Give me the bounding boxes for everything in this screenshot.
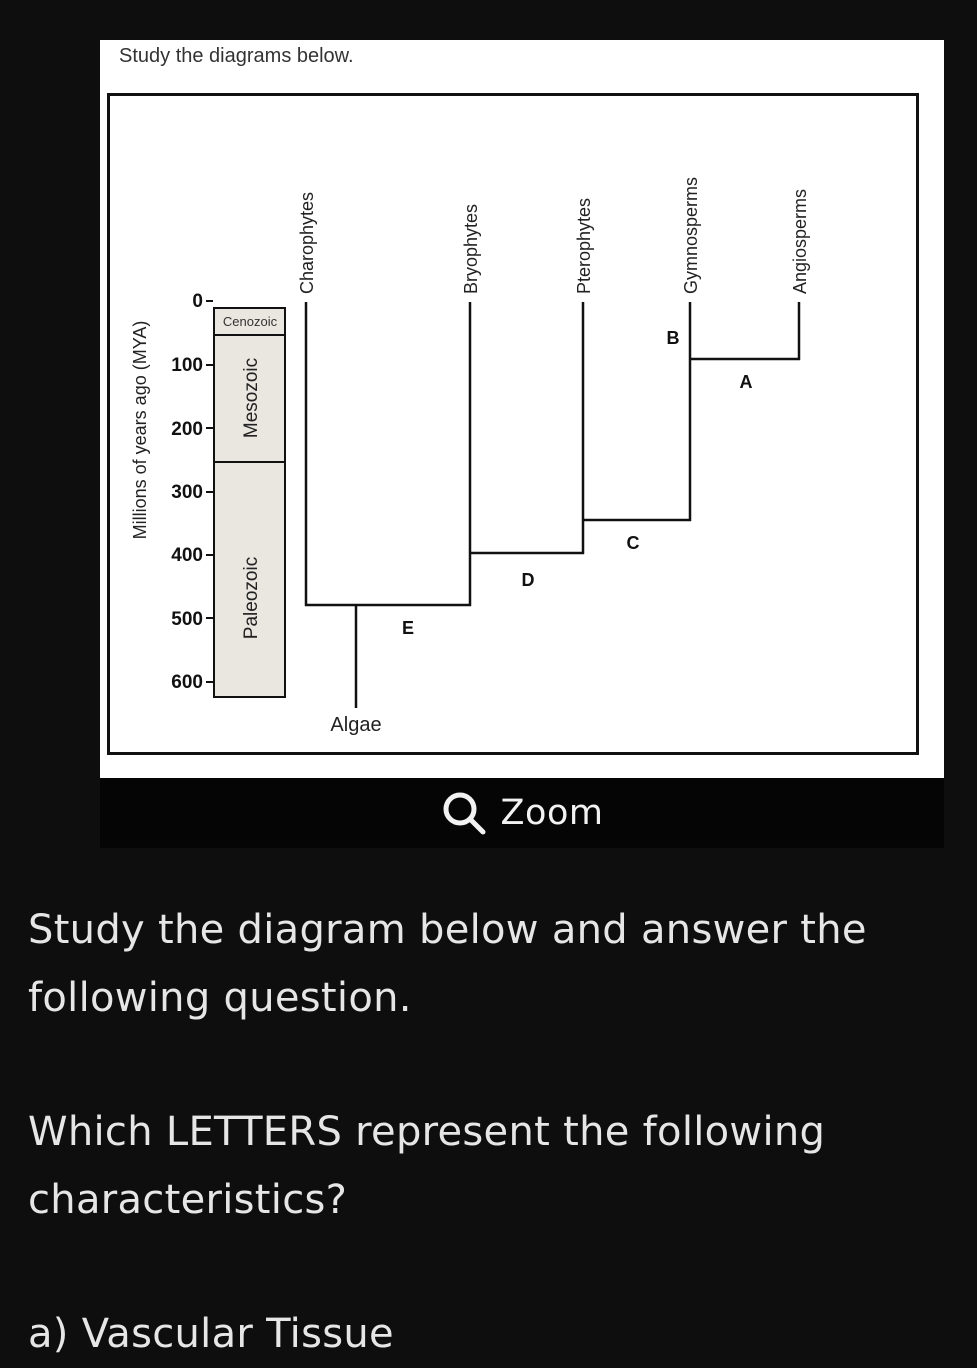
diagram-image xyxy=(100,40,944,778)
era-label-mesozoic: Mesozoic xyxy=(241,357,262,439)
era-label-cenozoic: Cenozoic xyxy=(222,314,278,329)
node-label-b: B xyxy=(666,328,680,348)
era-label-paleozoic: Paleozoic xyxy=(241,556,262,640)
node-letters xyxy=(402,328,753,638)
tick-label: 500 xyxy=(171,609,203,630)
y-axis-ticks xyxy=(171,291,203,693)
tick-label: 300 xyxy=(171,482,203,503)
taxon-charophytes: Charophytes xyxy=(297,191,317,294)
node-label-a: A xyxy=(739,372,753,392)
zoom-label: Zoom xyxy=(500,793,604,833)
root-label-algae: Algae xyxy=(330,714,382,736)
zoom-button[interactable] xyxy=(100,778,944,848)
y-axis-label: Millions of years ago (MYA) xyxy=(130,320,150,540)
node-label-e: E xyxy=(401,618,415,638)
question-prompt: Which LETTERS represent the following characteristics? xyxy=(28,1109,826,1223)
tick-label: 600 xyxy=(171,672,203,693)
question-intro: Study the diagram below and answer the following question. xyxy=(28,907,867,1021)
taxon-gymnosperms: Gymnosperms xyxy=(681,176,701,294)
question-part-a: a) Vascular Tissue xyxy=(28,1311,394,1357)
phylogenetic-tree-diagram xyxy=(100,40,944,778)
tick-label: 0 xyxy=(192,291,203,312)
taxa-labels xyxy=(297,177,810,294)
tick-label: 400 xyxy=(171,545,203,566)
taxon-bryophytes: Bryophytes xyxy=(461,203,481,294)
node-label-c: C xyxy=(626,533,640,553)
tick-label: 200 xyxy=(171,419,203,440)
taxon-pterophytes: Pterophytes xyxy=(574,197,594,294)
tree-branches xyxy=(305,302,800,708)
tick-marks xyxy=(206,301,213,682)
tick-label: 100 xyxy=(171,355,203,376)
era-column xyxy=(214,308,285,697)
taxon-angiosperms: Angiosperms xyxy=(790,188,810,294)
search-icon xyxy=(441,790,489,838)
image-caption: Study the diagrams below. xyxy=(119,45,354,67)
node-label-d: D xyxy=(521,570,535,590)
